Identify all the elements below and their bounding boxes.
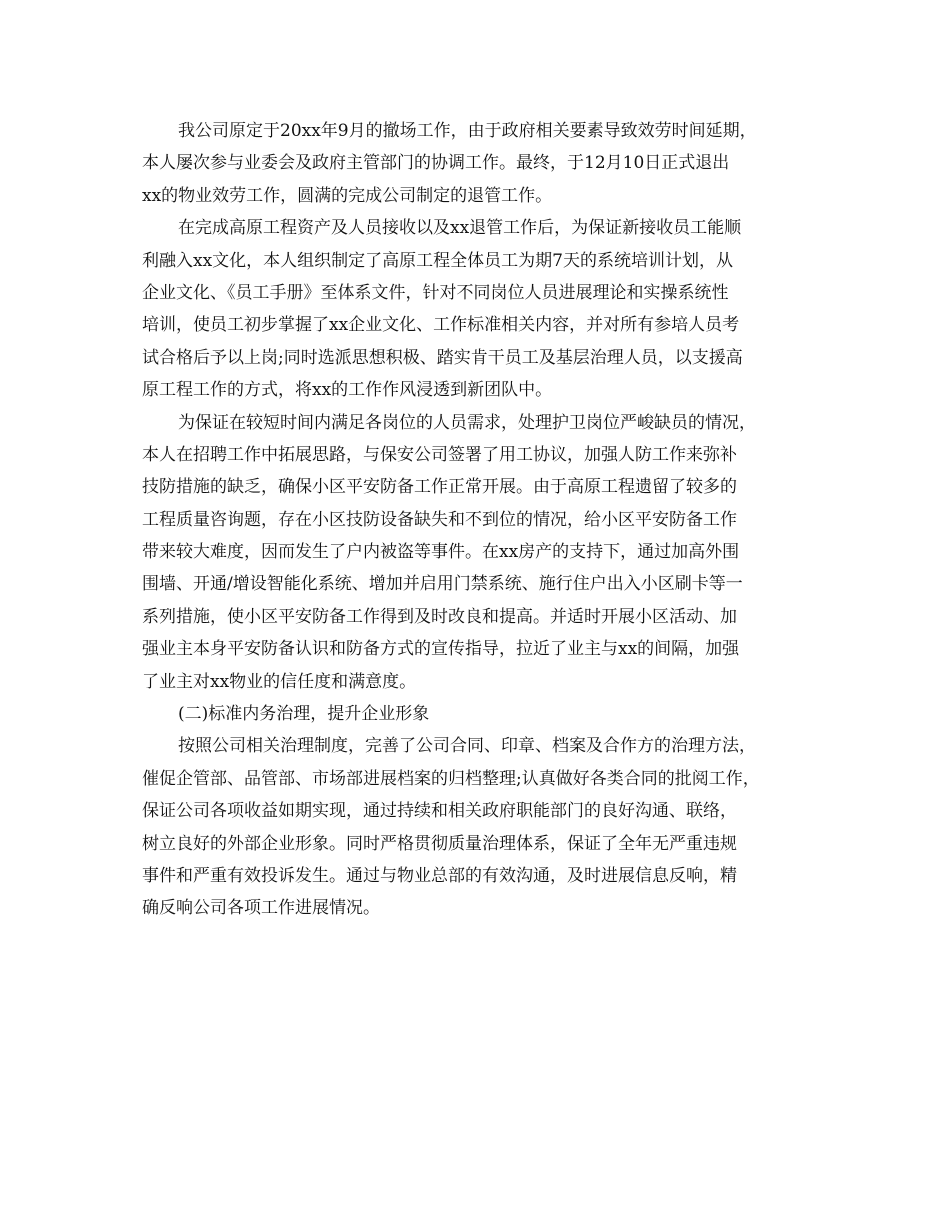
paragraph-line: 技防措施的缺乏，确保小区平安防备工作正常开展。由于高原工程遗留了较多的 (142, 477, 737, 498)
paragraph-line: 为保证在较短时间内满足各岗位的人员需求，处理护卫岗位严峻缺员的情况， (178, 412, 756, 433)
paragraph-line: 本人在招聘工作中拓展思路，与保安公司签署了用工协议，加强人防工作来弥补 (142, 444, 737, 465)
paragraph-line: 强业主本身平安防备认识和防备方式的宣传指导，拉近了业主与xx的间隔，加强 (142, 639, 740, 660)
paragraph-security (142, 407, 810, 699)
paragraph-line: 催促企管部、品管部、市场部进展档案的归档整理;认真做好各类合同的批阅工作， (142, 768, 760, 789)
paragraph-line: 培训，使员工初步掌握了xx企业文化、工作标准相关内容，并对所有参培人员考 (142, 315, 740, 336)
paragraph-line: 确反响公司各项工作进展情况。 (142, 898, 380, 919)
paragraph-line: 工程质量咨询题，存在小区技防设备缺失和不到位的情况，给小区平安防备工作 (142, 509, 737, 530)
paragraph-line: 试合格后予以上岗;同时选派思想积极、踏实肯干员工及基层治理人员，以支援高 (142, 347, 743, 368)
paragraph-line: 系列措施，使小区平安防备工作得到及时改良和提高。并适时开展小区活动、加 (142, 606, 737, 627)
paragraph-line: 原工程工作的方式，将xx的工作作风浸透到新团队中。 (142, 380, 553, 401)
paragraph-line: 树立良好的外部企业形象。同时严格贯彻质量治理体系，保证了全年无严重违规 (142, 833, 737, 854)
paragraph-line: 在完成高原工程资产及人员接收以及xx退管工作后，为保证新接收员工能顺 (178, 218, 742, 239)
paragraph-training (142, 212, 810, 406)
paragraph-line: 事件和严重有效投诉发生。通过与物业总部的有效沟通，及时进展信息反响，精 (142, 865, 737, 886)
paragraph-line: 利融入xx文化，本人组织制定了高原工程全体员工为期7天的系统培训计划，从 (142, 250, 733, 271)
paragraph-line: 围墙、开通/增设智能化系统、增加并启用门禁系统、施行住户出入小区刷卡等一 (142, 574, 743, 595)
paragraph-line: 了业主对xx物业的信任度和满意度。 (142, 671, 417, 692)
paragraph-line: 企业文化、《员工手册》至体系文件，针对不同岗位人员进展理论和实操系统性 (142, 282, 729, 303)
paragraph-line: 保证公司各项收益如期实现，通过持续和相关政府职能部门的良好沟通、联络， (142, 801, 737, 822)
paragraph-line: 我公司原定于20xx年9月的撤场工作，由于政府相关要素导致效劳时间延期， (178, 121, 757, 141)
paragraph-line: xx的物业效劳工作，圆满的完成公司制定的退管工作。 (142, 185, 553, 206)
document-body (142, 115, 810, 925)
paragraph-internal-affairs (142, 730, 810, 924)
paragraph-line: 按照公司相关治理制度，完善了公司合同、印章、档案及合作方的治理方法， (178, 736, 756, 757)
section-heading: (二)标准内务治理，提升企业形象 (178, 704, 430, 725)
paragraph-withdrawal (142, 115, 810, 212)
paragraph-line: 带来较大难度，因而发生了户内被盗等事件。在xx房产的支持下，通过加高外围 (142, 542, 740, 563)
paragraph-line: 本人屡次参与业委会及政府主管部门的协调工作。最终，于12月10日正式退出 (142, 153, 730, 174)
